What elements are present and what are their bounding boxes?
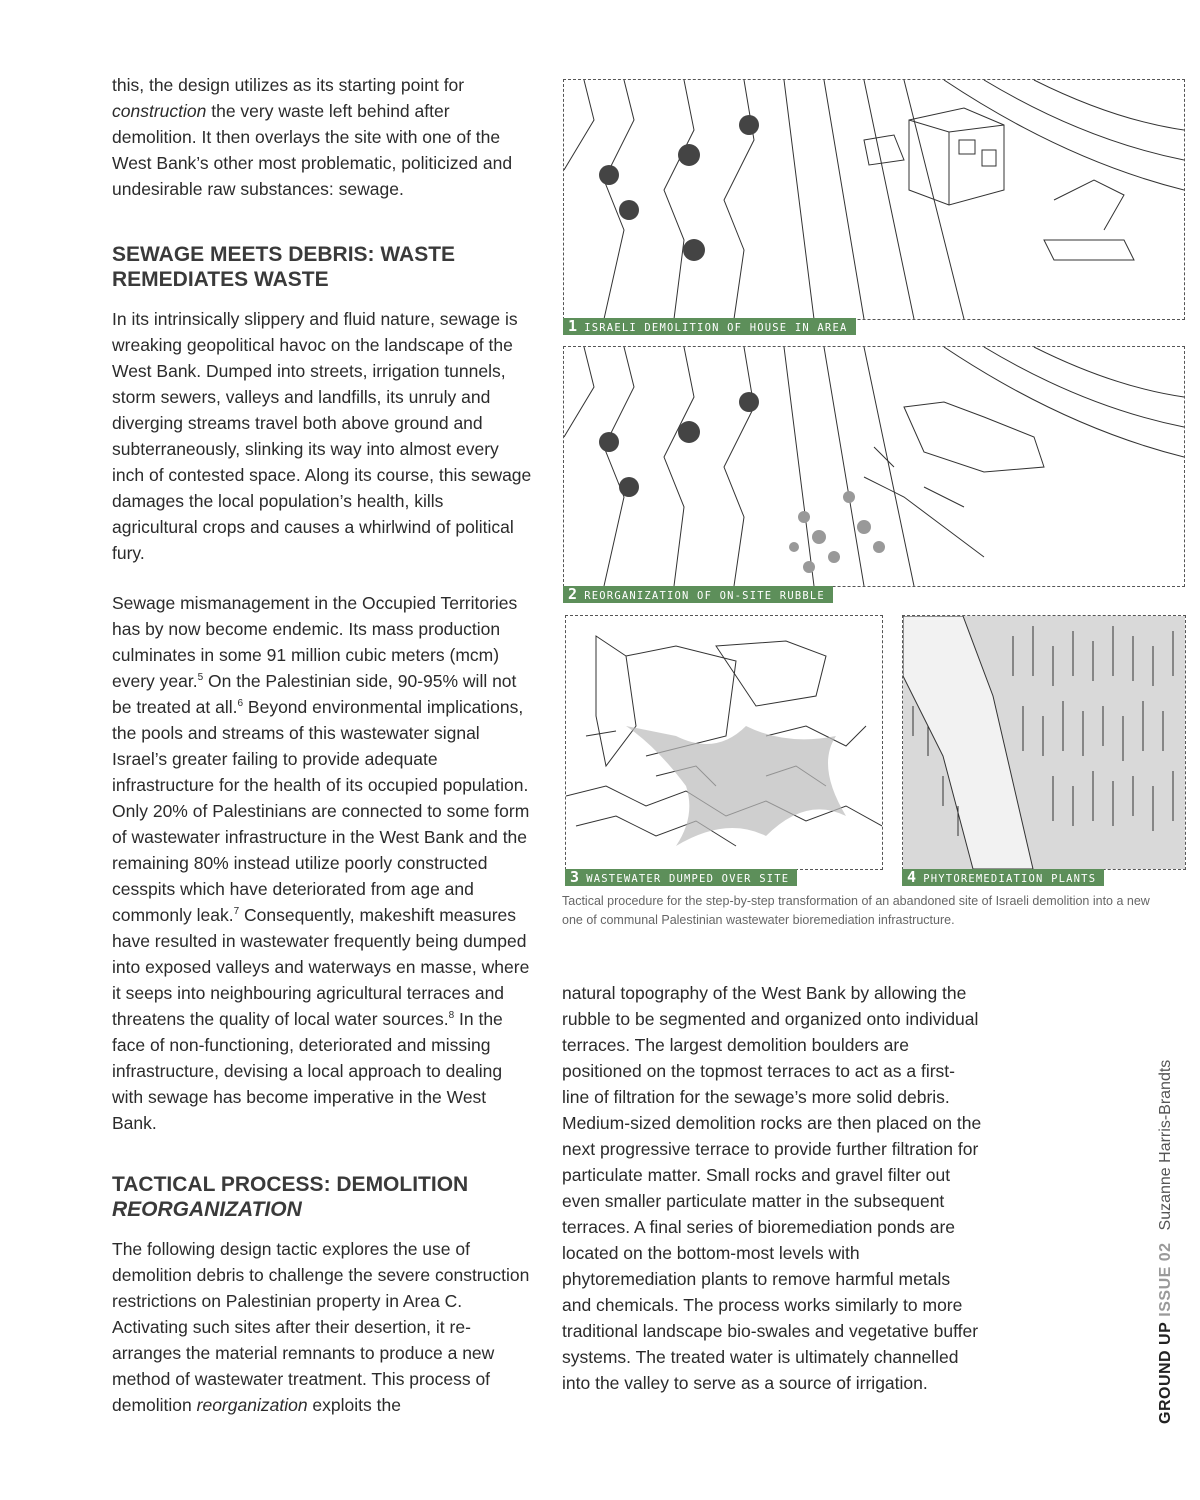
panel-label-3: [565, 869, 797, 886]
heading-line-1: TACTICAL PROCESS: DEMOLITION: [112, 1173, 469, 1196]
left-column: [112, 72, 532, 1418]
running-head: [1156, 1060, 1176, 1424]
demolition-illustration: [564, 80, 1184, 319]
text-run: The following design tactic explores the use of demolition debris to challenge the severe construction restrictions on Palestinian property in Area C. Activating such sites after their desertion, it re-arranges the material remnants to produce a new method of wastewater treatment. This process of demolition: [112, 1239, 530, 1415]
section-heading-tactical-process: [112, 1172, 532, 1222]
panel-label-1: [563, 318, 856, 335]
footnote-marker: 7: [233, 906, 240, 918]
text-run: On the Palestinian side, 90-95% will not be treated at all.: [112, 671, 517, 717]
text-run: Beyond environmental implications, the pools and streams of this wastewater signal Israel’s greater failing to provide adequate infrastructure for the health of its occupied population. Only 20% of Palestinians are connected to some form of wastewater infrastructure in the West Bank and the remaining 80% instead utilize poorly constructed cesspits which have deteriorated from age and commonly leak.: [112, 697, 530, 925]
figure-panel-3: [565, 615, 883, 870]
italic-text: construction: [112, 101, 207, 121]
rubble-illustration: [564, 347, 1184, 586]
figure-panel-1: [563, 79, 1185, 320]
footnote-marker: 8: [448, 1010, 455, 1022]
right-column: [562, 980, 982, 1396]
paragraph-topography: natural topography of the West Bank by allowing the rubble to be segmented and organized onto individual terraces. The largest demolition boulders are positioned on the topmost terraces to act as a first-line of filtration for the sewage’s more solid debris. Medium-sized demolition rocks are then placed on the next progressive terrace to provide further filtration for particulate matter. Small rocks and gravel filter out even smaller particulate matter in the subsequent terraces. A final series of bioremediation ponds are located on the bottom-most levels with phytoremediation plants to remove harmful metals and chemicals. The process works similarly to more traditional landscape bio-swales and vegetative buffer systems. The treated water is ultimately channelled into the valley to serve as a source of irrigation.: [562, 983, 982, 1393]
phytoremediation-illustration: [903, 616, 1185, 869]
text-run: Consequently, makeshift measures have resulted in wastewater frequently being dumped into exposed valleys and waterways en masse, where it seeps into neighbouring agricultural terraces and threatens the quality of local water sources.: [112, 905, 530, 1029]
panel-number: 2: [568, 585, 579, 603]
author-name: Suzanne Harris-Brandts: [1157, 1059, 1174, 1231]
figure-caption: Tactical procedure for the step-by-step transformation of an abandoned site of Israeli demolition into a new one of communal Palestinian wastewater bioremediation infrastructure.: [562, 894, 1150, 927]
paragraph-sewage-mismanagement: [112, 590, 532, 1136]
panel-title: PHYTOREMEDIATION PLANTS: [923, 873, 1097, 885]
text-run: Sewage mismanagement in the Occupied Territories has by now become endemic. Its mass production culminates in some 91 million cubic meters (mcm) every year.: [112, 593, 518, 691]
panel-label-4: [902, 869, 1104, 886]
italic-text: reorganization: [196, 1395, 308, 1415]
figure-panel-2: [563, 346, 1185, 587]
panel-title: REORGANIZATION OF ON-SITE RUBBLE: [584, 590, 825, 602]
text-run: In the face of non-functioning, deteriorated and missing infrastructure, devising a local approach to dealing with sewage has become imperative in the West Bank.: [112, 1009, 503, 1133]
intro-paragraph: [112, 72, 532, 202]
text-run: exploits the: [307, 1395, 401, 1415]
paragraph-design-tactic: [112, 1236, 532, 1418]
issue-number: ISSUE 02: [1157, 1242, 1174, 1317]
panel-title: WASTEWATER DUMPED OVER SITE: [586, 873, 790, 885]
paragraph-sewage-nature: In its intrinsically slippery and fluid nature, sewage is wreaking geopolitical havoc on the landscape of the West Bank. Dumped into streets, irrigation tunnels, storm sewers, valleys and landfills, its unruly and diverging streams travel both above ground and subterraneously, slinking its way into almost every inch of contested space. Along its course, this sewage damages the local population’s health, kills agricultural crops and causes a whirlwind of political fury.: [112, 309, 532, 563]
panel-number: 3: [570, 868, 581, 886]
text-run: the very waste left behind after demolition. It then overlays the site with one of the West Bank’s other most problematic, politicized and undesirable raw substances: sewage.: [112, 101, 513, 199]
panel-label-2: [563, 586, 833, 603]
wastewater-illustration: [566, 616, 882, 869]
magazine-name: GROUND UP: [1157, 1321, 1174, 1424]
text-run: this, the design utilizes as its starting point for: [112, 75, 465, 95]
footnote-marker: 6: [237, 698, 244, 710]
heading-line-2: REORGANIZATION: [112, 1198, 302, 1221]
figure-panel-4: [902, 615, 1186, 870]
section-heading-sewage-meets-debris: SEWAGE MEETS DEBRIS: WASTE REMEDIATES WASTE: [112, 243, 456, 291]
panel-title: ISRAELI DEMOLITION OF HOUSE IN AREA: [584, 322, 848, 334]
panel-number: 4: [907, 868, 918, 886]
footnote-marker: 5: [197, 672, 204, 684]
panel-number: 1: [568, 317, 579, 335]
